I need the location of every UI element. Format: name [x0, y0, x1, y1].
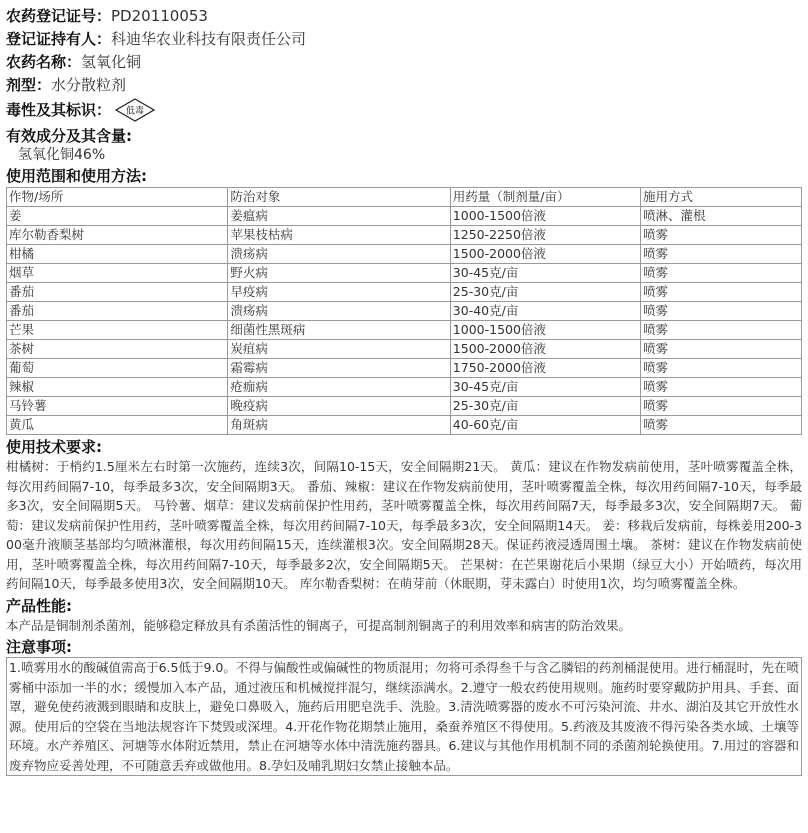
method-cell: 喷雾 — [641, 283, 802, 302]
toxicity-badge-text: 低毒 — [126, 106, 145, 117]
table-row — [7, 397, 802, 416]
crop-cell: 库尔勒香梨树 — [7, 226, 228, 245]
formulation-row — [6, 73, 802, 96]
target-cell: 疮痂病 — [228, 378, 450, 397]
precautions-title: 注意事项: — [6, 638, 72, 656]
target-cell: 苹果枝枯病 — [228, 226, 450, 245]
dosage-cell: 1250-2250倍液 — [450, 226, 640, 245]
header-crop: 作物/场所 — [7, 188, 228, 207]
method-cell: 喷雾 — [641, 416, 802, 435]
header-target: 防治对象 — [228, 188, 450, 207]
formulation-label: 剂型： — [6, 75, 52, 94]
table-row — [7, 264, 802, 283]
crop-cell: 芒果 — [7, 321, 228, 340]
usage-title: 使用范围和使用方法: — [6, 167, 147, 185]
crop-cell: 番茄 — [7, 283, 228, 302]
table-row — [7, 359, 802, 378]
method-cell: 喷雾 — [641, 321, 802, 340]
crop-cell: 姜 — [7, 207, 228, 226]
table-row — [7, 340, 802, 359]
formulation-value: 水分散粒剂 — [51, 75, 127, 94]
crop-cell: 马铃薯 — [7, 397, 228, 416]
table-row — [7, 283, 802, 302]
registration-number-value: PD20110053 — [111, 6, 208, 25]
registration-holder-label: 登记证持有人： — [6, 29, 112, 48]
header-dosage: 用药量（制剂量/亩） — [450, 188, 640, 207]
target-cell: 溃疡病 — [228, 302, 450, 321]
pesticide-name-value: 氢氧化铜 — [81, 52, 142, 71]
target-cell: 早疫病 — [228, 283, 450, 302]
pesticide-name-label: 农药名称： — [6, 52, 82, 71]
method-cell: 喷雾 — [641, 378, 802, 397]
crop-cell: 辣椒 — [7, 378, 228, 397]
method-cell: 喷雾 — [641, 226, 802, 245]
registration-number-label: 农药登记证号： — [6, 6, 112, 25]
dosage-cell: 1750-2000倍液 — [450, 359, 640, 378]
technique-text: 柑橘树：于梢约1.5厘米左右时第一次施药，连续3次，间隔10-15天，安全间隔期21天。 黄瓜：建议在作物发病前使用，茎叶喷雾覆盖全株，每次用药间隔7-10，每季最多3次，安全间隔期3天。 番茄、辣椒：建议在作物发病前使用，茎叶喷雾覆盖全株，每次用药间隔7-10天，每季最多3次，安全间隔期5天。 马铃薯、烟草：建议发病前保护性用药，茎叶喷雾覆盖全株，每次用药间隔7天，每季最多3次，安全间隔期7天。 葡萄：建议发病前保护性用药，茎叶喷雾覆盖全株，每次用药间隔7-10天，每季最多3次，安全间隔期14天。 姜：移栽后发病前，每株姜用200-300毫升液顺茎基部均匀喷淋灌根，每次用药间隔15天，连续灌根3次。安全间隔期28天。保证药液浸透周围土壤。 茶树：建议在作物发病前使用，茎叶喷雾覆盖全株，每次用药间隔7-10天，每季最多2次，安全间隔期5天。 芒果树：在芒果谢花后小果期（绿豆大小）开始喷药，每次用药间隔10天，每季最多使用3次，安全间隔期10天。 库尔勒香梨树：在萌芽前（休眠期，芽未露白）时使用1次，均匀喷雾覆盖全株。 — [6, 459, 802, 591]
usage-table — [6, 187, 802, 435]
crop-cell: 茶树 — [7, 340, 228, 359]
dosage-cell: 30-40克/亩 — [450, 302, 640, 321]
table-row — [7, 416, 802, 435]
table-row — [7, 245, 802, 264]
toxicity-label: 毒性及其标识： — [6, 101, 112, 119]
ingredient-value: 氢氧化铜46% — [18, 147, 106, 163]
crop-cell: 柑橘 — [7, 245, 228, 264]
target-cell: 溃疡病 — [228, 245, 450, 264]
target-cell: 霜霉病 — [228, 359, 450, 378]
target-cell: 晚疫病 — [228, 397, 450, 416]
crop-cell: 葡萄 — [7, 359, 228, 378]
crop-cell: 黄瓜 — [7, 416, 228, 435]
toxicity-row — [6, 96, 802, 124]
crop-cell: 番茄 — [7, 302, 228, 321]
method-cell: 喷雾 — [641, 245, 802, 264]
low-toxicity-diamond-icon — [115, 98, 155, 122]
target-cell: 细菌性黑斑病 — [228, 321, 450, 340]
registration-holder-row — [6, 27, 802, 50]
table-row — [7, 378, 802, 397]
table-row — [7, 226, 802, 245]
crop-cell: 烟草 — [7, 264, 228, 283]
dosage-cell: 1500-2000倍液 — [450, 340, 640, 359]
dosage-cell: 1000-1500倍液 — [450, 207, 640, 226]
pesticide-name-row — [6, 50, 802, 73]
ingredient-title: 有效成分及其含量: — [6, 127, 132, 145]
performance-text: 本产品是铜制剂杀菌剂，能够稳定释放具有杀菌活性的铜离子，可提高制剂铜离子的利用效率和病害的防治效果。 — [6, 617, 632, 633]
dosage-cell: 30-45克/亩 — [450, 264, 640, 283]
target-cell: 炭疽病 — [228, 340, 450, 359]
dosage-cell: 1500-2000倍液 — [450, 245, 640, 264]
dosage-cell: 25-30克/亩 — [450, 397, 640, 416]
table-row — [7, 321, 802, 340]
dosage-cell: 1000-1500倍液 — [450, 321, 640, 340]
method-cell: 喷淋、灌根 — [641, 207, 802, 226]
method-cell: 喷雾 — [641, 264, 802, 283]
table-row — [7, 207, 802, 226]
dosage-cell: 25-30克/亩 — [450, 283, 640, 302]
registration-holder-value: 科迪华农业科技有限责任公司 — [111, 29, 307, 48]
performance-title: 产品性能: — [6, 596, 72, 615]
method-cell: 喷雾 — [641, 397, 802, 416]
method-cell: 喷雾 — [641, 340, 802, 359]
precautions-text: 1.喷雾用水的酸碱值需高于6.5低于9.0。不得与偏酸性或偏碱性的物质混用；勿将可杀得叁千与含乙膦铝的药剂桶混使用。进行桶混时，先在喷雾桶中添加一半的水；缓慢加入本产品，通过液压和机械搅拌混匀，继续添满水。2.遵守一般农药使用规则。施药时要穿戴防护用具、手套、面罩，避免使药液溅到眼睛和皮肤上，避免口鼻吸入，施药后用肥皂洗手、洗脸。3.清洗喷雾器的废水不可污染河流、井水、湖泊及其它开放性水源。使用后的空袋在当地法规容许下焚毁或深埋。4.开花作物花期禁止施用，桑蚕养殖区不得使用。5.药液及其废液不得污染各类水域、土壤等环境。水产养殖区、河塘等水体附近禁用，禁止在河塘等水体中清洗施药器具。6.建议与其他作用机制不同的杀菌剂轮换使用。7.用过的容器和废弃物应妥善处理，不可随意丢弃或做他用。8.孕妇及哺乳期妇女禁止接触本品。 — [6, 657, 802, 776]
dosage-cell: 40-60克/亩 — [450, 416, 640, 435]
target-cell: 姜瘟病 — [228, 207, 450, 226]
method-cell: 喷雾 — [641, 302, 802, 321]
usage-table-header-row — [7, 188, 802, 207]
registration-number-row — [6, 4, 802, 27]
technique-title: 使用技术要求: — [6, 438, 102, 456]
method-cell: 喷雾 — [641, 359, 802, 378]
table-row — [7, 302, 802, 321]
dosage-cell: 30-45克/亩 — [450, 378, 640, 397]
header-method: 施用方式 — [641, 188, 802, 207]
target-cell: 野火病 — [228, 264, 450, 283]
target-cell: 角斑病 — [228, 416, 450, 435]
